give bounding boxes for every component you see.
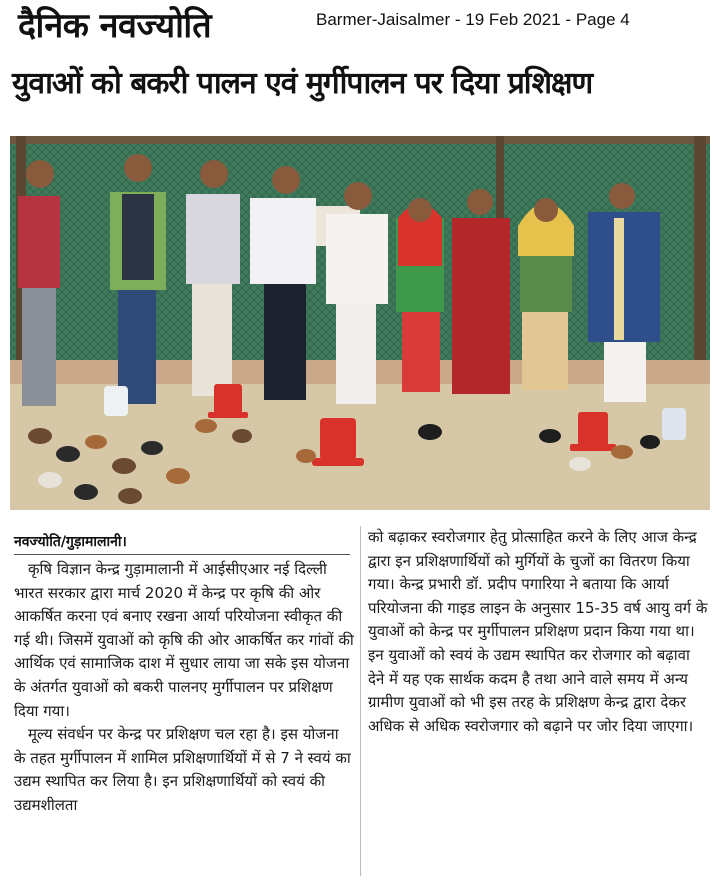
person-7 bbox=[452, 189, 510, 394]
person-3 bbox=[186, 160, 240, 396]
dateline-divider bbox=[14, 554, 350, 555]
article-paragraph: को बढ़ाकर स्वरोजगार हेतु प्रोत्साहित करने के लिए आज केन्द्र द्वारा इन प्रशिक्षणार्थियों को मुर्गियों के चुजों का वितरण किया गया। केन्द्र प्रभारी डॉ. प्रदीप पगारिया ने बताया कि आर्या परियोजना की गाइड लाइन के अनुसार 15-35 वर्ष आयु वर्ग के युवाओं को केन्द्र पर मुर्गीपालन प्रशिक्षण प्रदान किया गया था। इन युवाओं को स्वयं के उद्यम स्थापित कर रोजगार को बढ़ावा देने में यह एक सार्थक कदम है तथा आने वाले समय में अन्य ग्रामीण युवाओं को भी इस तरह के प्रशिक्षण केन्द्र द्वारा देकर अधिक से अधिक स्वरोजगार को बढ़ाने पर जोर दिया जाएगा। bbox=[368, 528, 708, 735]
person-1 bbox=[18, 160, 60, 406]
group-photo-icon bbox=[10, 136, 710, 510]
newspaper-masthead: दैनिक नवज्योति bbox=[18, 6, 212, 46]
article-dateline: नवज्योति/गुड़ामालानी। bbox=[14, 534, 127, 550]
feeder-1 bbox=[208, 384, 248, 418]
person-8 bbox=[518, 198, 574, 390]
person-6 bbox=[396, 198, 444, 392]
article-column-2 bbox=[368, 526, 710, 738]
edition-info: Barmer-Jaisalmer - 19 Feb 2021 - Page 4 bbox=[316, 10, 630, 29]
article-photo bbox=[10, 136, 710, 510]
article-column-1 bbox=[14, 558, 354, 818]
article-paragraph: मूल्य संवर्धन पर केन्द्र पर प्रशिक्षण चल रहा है। इस योजना के तहत मुर्गीपालन में शामिल प्रशिक्षणार्थियों में से 7 ने स्वयं का उद्यम स्थापित कर लिया है। इन प्रशिक्षणार्थियों को स्वयं की उद्यमशीलता bbox=[14, 725, 351, 814]
column-divider bbox=[360, 526, 361, 876]
article-paragraph: कृषि विज्ञान केन्द्र गुड़ामालानी में आईसीएआर नई दिल्ली भारत सरकार द्वारा मार्च 2020 में केन्द्र पर कृषि की ओर आकर्षित करना एवं बनाए रखना आर्या परियोजना स्वीकृत की गई थी। जिसमें युवाओं को कृषि की ओर आकर्षित कर गांवों की आर्थिक एवं सामाजिक दाश में सुधार लाया जा सके इस योजना के अंतर्गत युवाओं को बकरी पालनए मुर्गीपालन पर प्रशिक्षण दिया गया। bbox=[14, 560, 354, 720]
article-headline: युवाओं को बकरी पालन एवं मुर्गीपालन पर दिया प्रशिक्षण bbox=[12, 66, 593, 101]
